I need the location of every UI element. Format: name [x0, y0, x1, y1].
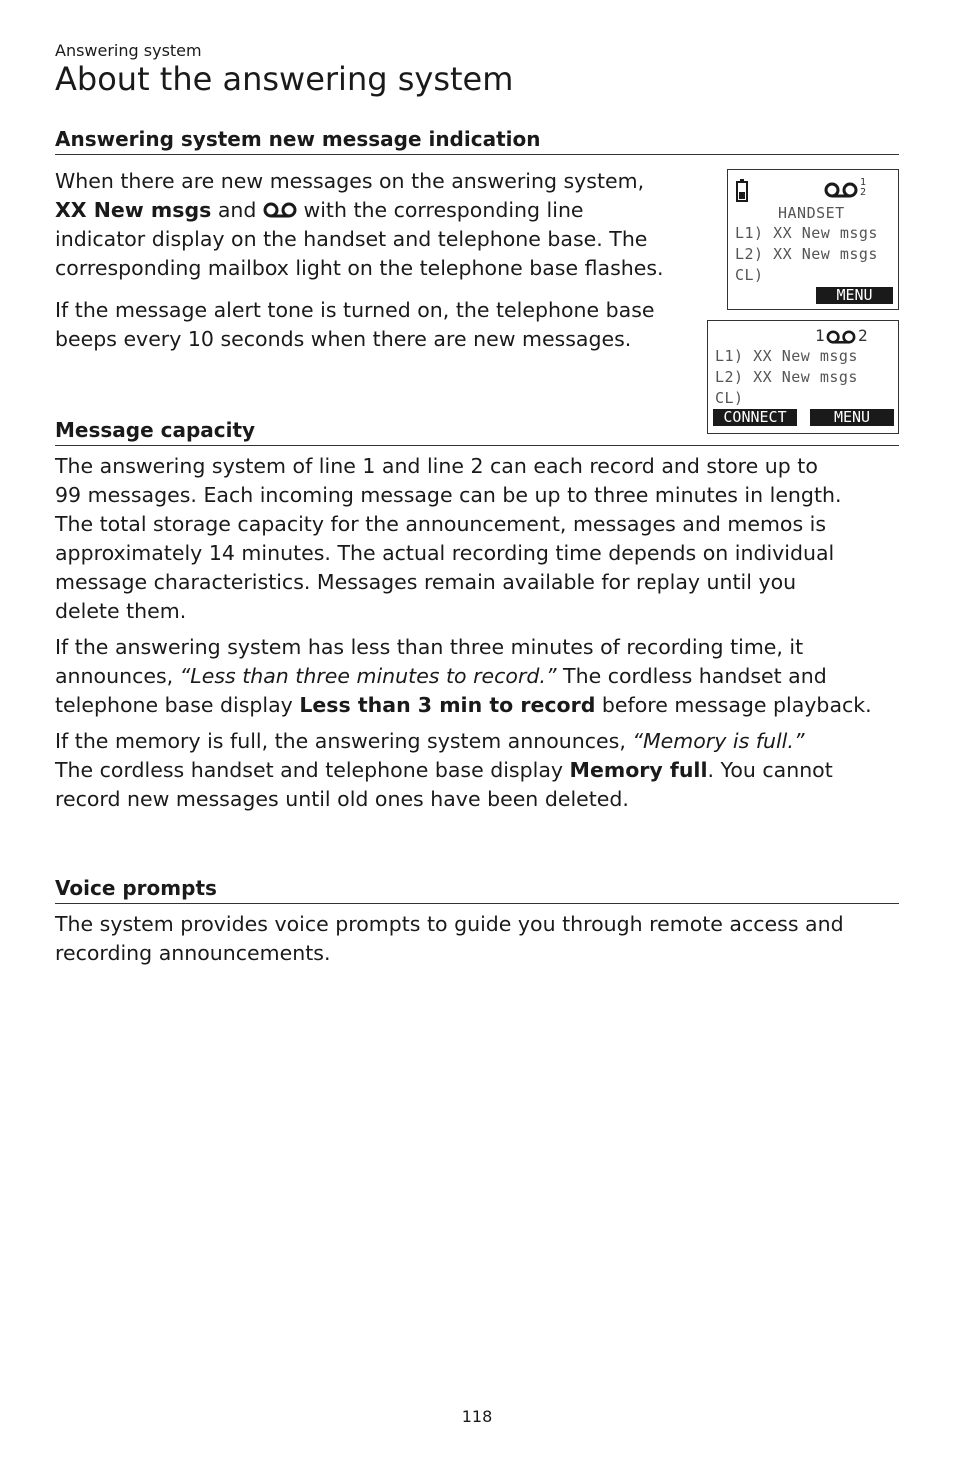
voicemail-icon	[263, 202, 297, 218]
page-number: 118	[461, 1407, 493, 1426]
handset-screen-illustration	[727, 169, 899, 310]
text: . You cannot	[707, 758, 833, 782]
text: indicator display on the handset and telephone base. The	[55, 227, 648, 251]
breadcrumb: Answering system	[55, 41, 202, 60]
text: corresponding mailbox light on the telephone base flashes.	[55, 256, 664, 280]
bold-text: XX New msgs	[55, 198, 212, 222]
text: before message playback.	[595, 693, 872, 717]
text: The cordless handset and telephone base display	[55, 758, 570, 782]
text: approximately 14 minutes. The actual recording time depends on individual	[55, 541, 835, 565]
voicemail-icon	[826, 330, 856, 344]
text: When there are new messages on the answering system,	[55, 169, 645, 193]
bold-text: Memory full	[569, 758, 708, 782]
voicemail-icon	[824, 182, 858, 198]
screen-title: HANDSET	[778, 204, 845, 222]
text: If the message alert tone is turned on, the telephone base	[55, 298, 655, 322]
screen-line-2: L2) XX New msgs	[735, 245, 878, 263]
italic-text: “Less than three minutes to record.”	[179, 664, 557, 688]
menu-softkey: MENU	[810, 409, 894, 426]
text: recording announcements.	[55, 941, 331, 965]
connect-softkey: CONNECT	[713, 409, 797, 426]
text: The cordless handset and	[556, 664, 827, 688]
text: beeps every 10 seconds when there are new messages.	[55, 327, 632, 351]
text: message characteristics. Messages remain available for replay until you	[55, 570, 797, 594]
screen-line-2: L2) XX New msgs	[715, 368, 858, 386]
text: If the answering system has less than three minutes of recording time, it	[55, 635, 804, 659]
heading-new-message-indication: Answering system new message indication	[55, 126, 899, 155]
left-line-number: 1	[815, 326, 825, 345]
text: The system provides voice prompts to guide you through remote access and	[55, 912, 844, 936]
text: with the corresponding line	[296, 198, 584, 222]
paragraph-new-message	[55, 167, 705, 354]
screen-line-1: L1) XX New msgs	[735, 224, 878, 242]
line-sub: 2	[860, 187, 867, 198]
text: delete them.	[55, 599, 187, 623]
battery-icon	[736, 179, 748, 202]
heading-message-capacity: Message capacity	[55, 417, 899, 446]
line-sup: 1	[860, 177, 867, 188]
heading-voice-prompts: Voice prompts	[55, 875, 899, 904]
right-line-number: 2	[858, 326, 868, 345]
text: If the memory is full, the answering system announces,	[55, 729, 633, 753]
text: telephone base display	[55, 693, 300, 717]
text: announces,	[55, 664, 180, 688]
paragraph-voice-prompts	[55, 910, 899, 968]
screen-line-3: CL)	[735, 266, 764, 284]
text: record new messages until old ones have been deleted.	[55, 787, 629, 811]
paragraph-message-capacity	[55, 452, 899, 814]
bold-text: Less than 3 min to record	[299, 693, 596, 717]
text: and	[211, 198, 263, 222]
screen-line-3: CL)	[715, 389, 744, 407]
screen-line-1: L1) XX New msgs	[715, 347, 858, 365]
text: The total storage capacity for the announcement, messages and memos is	[55, 512, 827, 536]
text: The answering system of line 1 and line 2 can each record and store up to	[55, 454, 818, 478]
menu-softkey: MENU	[816, 287, 893, 304]
page-title: About the answering system	[55, 60, 514, 98]
text: 99 messages. Each incoming message can be up to three minutes in length.	[55, 483, 842, 507]
italic-text: “Memory is full.”	[632, 729, 805, 753]
